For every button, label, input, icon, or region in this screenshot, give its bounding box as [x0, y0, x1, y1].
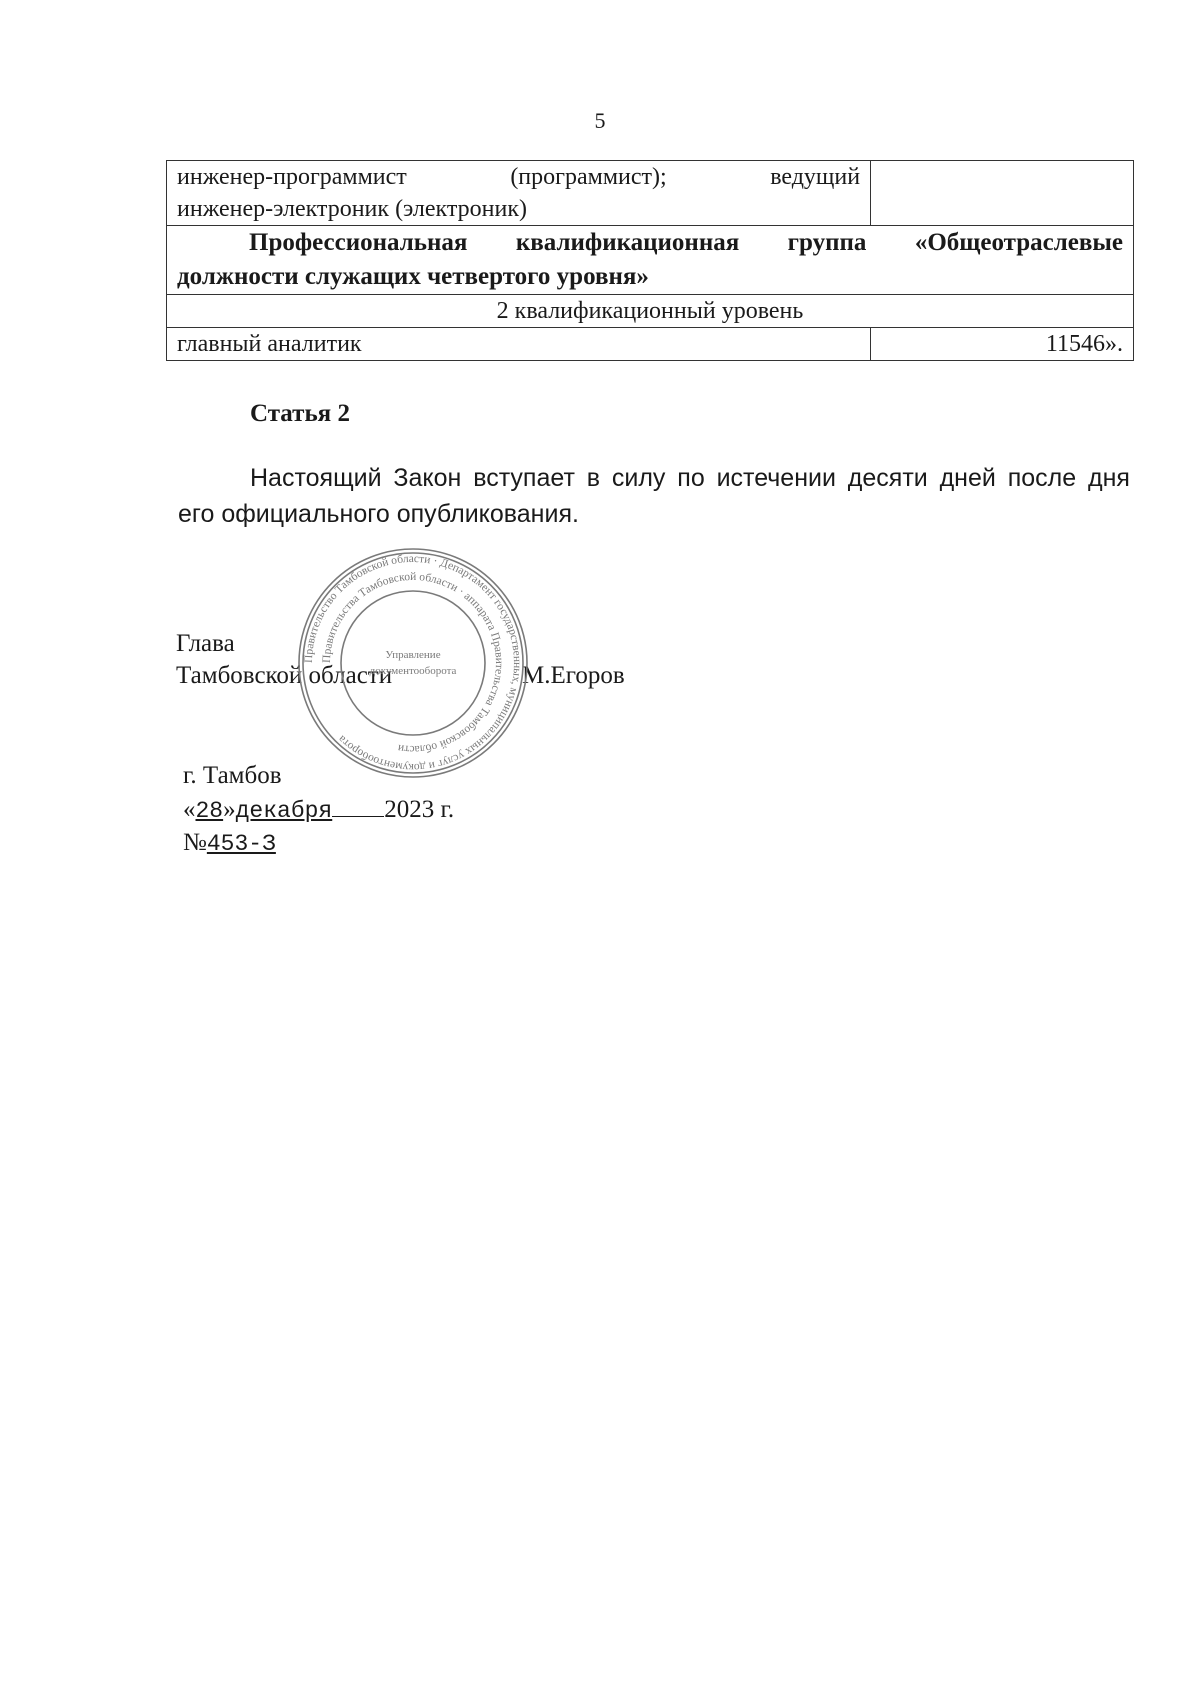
table-row	[167, 328, 1134, 361]
date-day: 28	[195, 798, 224, 824]
seal-outer-text: Правительство Тамбовской области · Департамент государственных, муниципальных услуг и документооборота	[302, 552, 524, 774]
salary-cell: 11546».	[871, 328, 1134, 361]
group-word: Профессиональная	[249, 229, 468, 256]
qualification-group-heading	[167, 226, 1134, 295]
table-row	[167, 226, 1134, 295]
number-line	[183, 827, 454, 860]
official-seal	[295, 545, 531, 781]
article-word: дней	[939, 464, 996, 492]
seal-graphic	[295, 545, 531, 781]
signatory-name: М.Егоров	[522, 662, 625, 689]
article-word: по	[677, 464, 705, 492]
city-line: г. Тамбов	[183, 762, 282, 789]
article-heading: Статья 2	[250, 400, 350, 427]
position-word: инженер-программист	[177, 164, 407, 190]
signatory-title-line: Тамбовской области	[176, 662, 393, 689]
article-word: вступает	[473, 464, 575, 492]
position-word: ведущий	[770, 164, 861, 190]
date-month: декабря	[235, 798, 333, 824]
law-number: 453-З	[206, 831, 276, 857]
svg-text:Правительства Тамбовской облас	[321, 571, 505, 755]
page-number: 5	[594, 108, 606, 133]
svg-text:Правительство Тамбовской облас	[303, 553, 523, 773]
group-word: «Общеотраслевые	[914, 229, 1123, 256]
position-line	[177, 161, 860, 193]
salary-cell	[871, 161, 1134, 226]
signatory-title-line: Глава	[176, 630, 235, 657]
position-line: инженер-электроник (электроник)	[177, 196, 528, 222]
seal-middle-text: Правительства Тамбовской области · аппарата Правительства Тамбовской области	[320, 570, 506, 756]
group-word: группа	[787, 229, 867, 256]
article-text-line: его официального опубликования.	[178, 500, 579, 528]
salary-table	[166, 160, 1134, 361]
date-year: 2023 г.	[384, 796, 455, 823]
number-sign: №	[183, 829, 207, 856]
article-word: дня	[1087, 464, 1130, 492]
enactment-details	[183, 760, 454, 860]
article-word: Настоящий	[250, 464, 382, 492]
table-row	[167, 295, 1134, 328]
group-heading-line	[177, 226, 1123, 260]
group-word: квалификационная	[515, 229, 740, 256]
article-text	[178, 460, 1130, 532]
seal-center-text: Управление	[385, 649, 441, 661]
article-word: силу	[611, 464, 666, 492]
article-word: после	[1007, 464, 1077, 492]
date-line	[183, 792, 454, 827]
quote-close: »	[223, 796, 236, 823]
group-heading-line: должности служащих четвертого уровня»	[177, 263, 649, 290]
article-word: Закон	[393, 464, 462, 492]
position-cell	[167, 161, 871, 226]
underline-blank	[332, 792, 384, 817]
article-word: истечении	[716, 464, 836, 492]
seal-center-text: документооборота	[369, 665, 457, 677]
article-word: десяти	[847, 464, 928, 492]
position-cell: главный аналитик	[167, 328, 871, 361]
position-word: (программист);	[510, 164, 667, 190]
article-word: в	[586, 464, 601, 492]
qualification-level: 2 квалификационный уровень	[167, 295, 1134, 328]
table-row	[167, 161, 1134, 226]
article-text-line	[178, 460, 1130, 496]
quote-open: «	[183, 796, 196, 823]
